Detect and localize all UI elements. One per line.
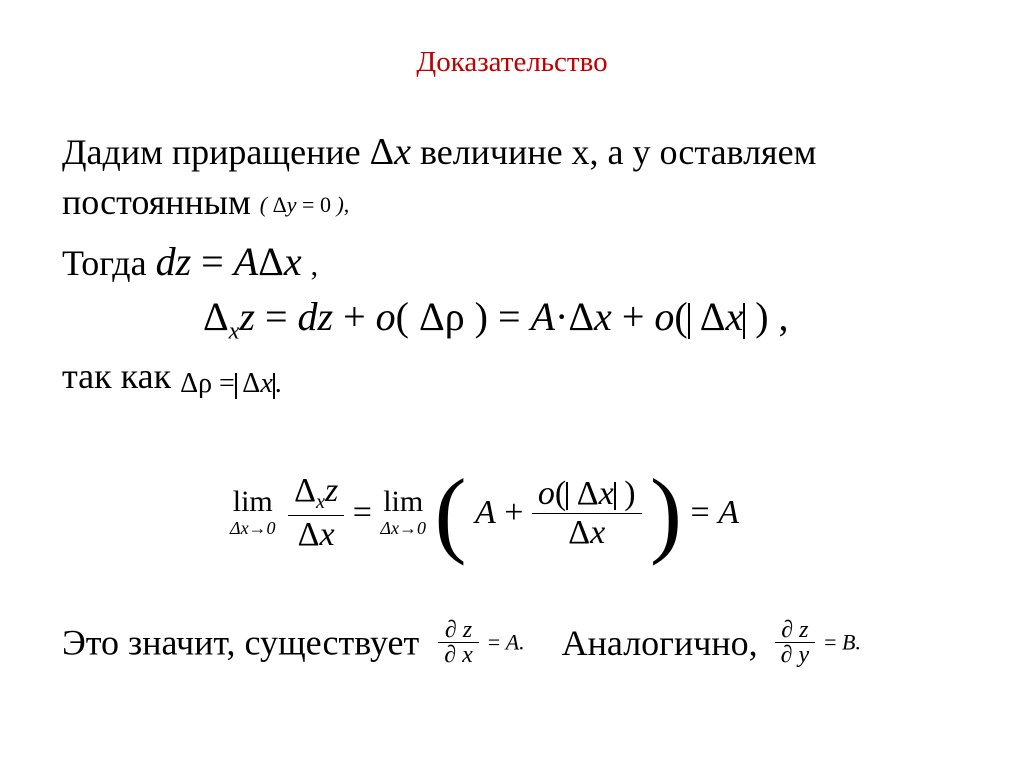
- lim-1: lim Δx→0: [230, 485, 276, 538]
- frac-o-dx: $\frac{o( \Delta x )}{\Delta x}$: [532, 475, 642, 552]
- formula-delta-y-zero: ( Δy = 0 ),: [259, 192, 350, 217]
- line1-text-b: величине x, а y оставляем: [419, 132, 817, 172]
- formula-main: $\Delta_xz$ = dz + o( Δρ ) = A·Δx + o( Δx ) ,: [203, 294, 789, 345]
- line1-text-a: Дадим приращение: [62, 132, 361, 172]
- line5-text-a: Это значит, существует: [62, 622, 420, 663]
- text-line-1: [62, 133, 816, 171]
- partial-z-y: $\frac{\partial z}{\partial y}$: [775, 618, 816, 667]
- text-line-3: Тогда dz = AΔx ,: [62, 239, 319, 284]
- line2-text-a: постоянным: [62, 182, 251, 222]
- delta-x-symbol: Δx: [369, 131, 411, 173]
- formula-limit: lim Δx→0 $\frac{\Delta_xz}{\Delta x}$ = lim Δx→0 ( A + $\frac{o( \Delta x )}{\Delta x}$ ) = A: [230, 459, 739, 566]
- text-line-2: [62, 184, 349, 220]
- line5-text-b: Аналогично,: [561, 622, 758, 663]
- text-line-4: [62, 358, 282, 399]
- text-line-5: Это значит, существует $\frac{\partial z}{\partial x}$ = A. Аналогично, $\frac{\partial z}{\partial y}$ = B.: [62, 617, 861, 668]
- frac-dxz-dx: $\frac{\Delta_xz}{\Delta x}$: [288, 472, 344, 553]
- line3-text-a: Тогда: [62, 243, 147, 283]
- line4-text-a: так как: [62, 356, 172, 396]
- partial-z-x: $\frac{\partial z}{\partial x}$: [438, 618, 479, 667]
- lim-2: lim Δx→0: [380, 485, 426, 538]
- formula-delta-rho: Δρ = Δx.: [180, 368, 282, 399]
- formula-dz: dz = AΔx: [155, 239, 302, 284]
- slide-title: Доказательство: [416, 46, 608, 78]
